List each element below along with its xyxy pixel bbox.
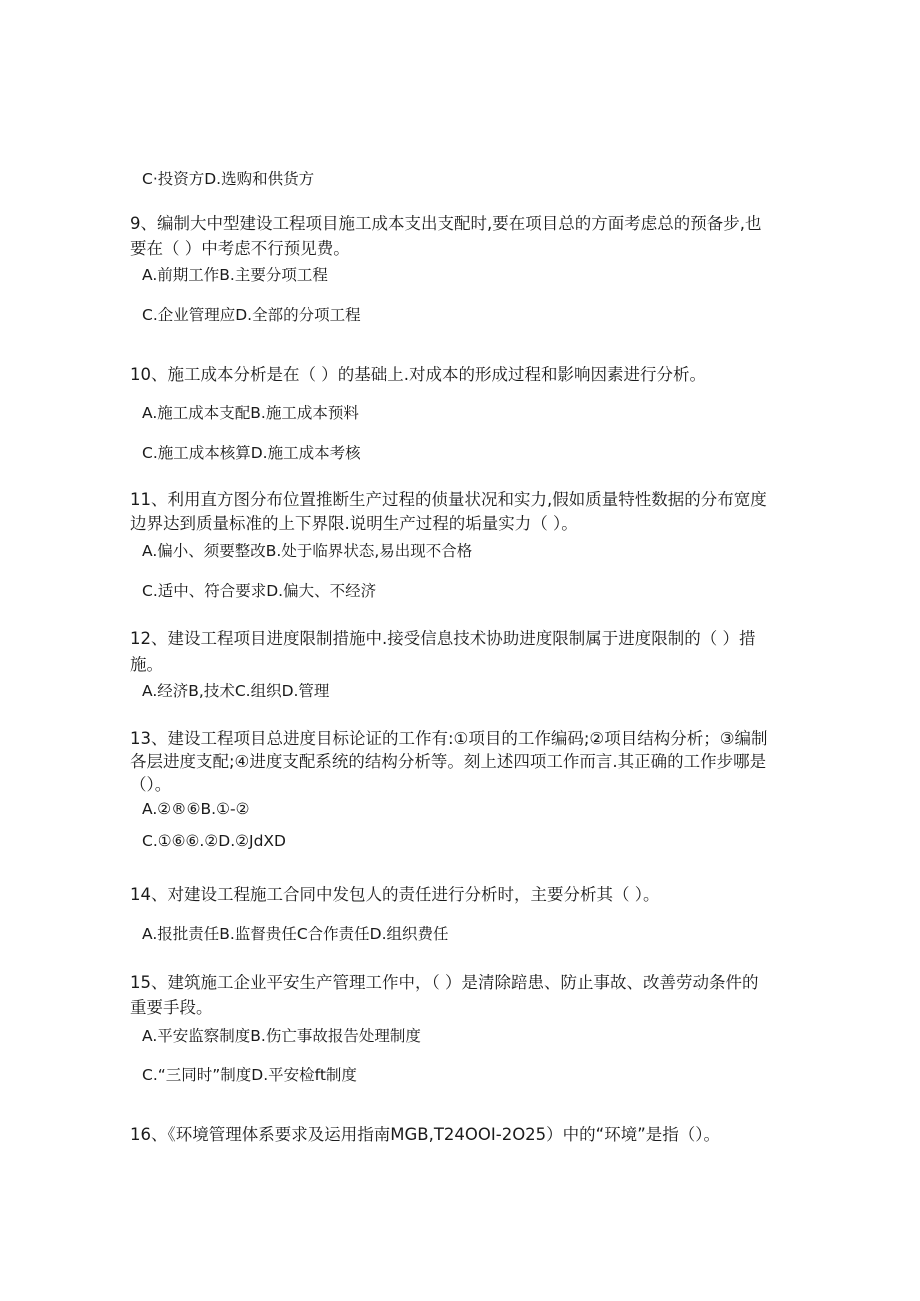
question-11-line-2: 边界达到质量标准的上下界限.说明生产过程的垢量实力（ ）。 bbox=[130, 514, 578, 533]
question-9-line-1: 9、编制大中型建设工程项目施工成本支出支配时,要在项目总的方面考虑总的预备步,也 bbox=[130, 214, 762, 233]
option-line-q9-ab: A.前期工作B.主要分项工程 bbox=[142, 266, 328, 284]
option-line-q10-cd: C.施工成本核算D.施工成本考核 bbox=[142, 444, 361, 462]
question-12-line-1: 12、建设工程项目进度限制措施中.接受信息技术协助进度限制属于进度限制的（ ）措 bbox=[130, 629, 756, 648]
question-13-line-3: （）。 bbox=[130, 775, 172, 794]
option-line-q13-cd: C.①⑥⑥.②D.②JdXD bbox=[142, 832, 286, 850]
option-line-q13-ab: A.②®⑥B.①-② bbox=[142, 800, 250, 818]
question-13-line-1: 13、建设工程项目总进度目标论证的工作有:①项目的工作编码;②项目结构分析；③编制 bbox=[130, 729, 768, 748]
option-line-q11-cd: C.适中、符合要求D.偏大、不经济 bbox=[142, 582, 377, 600]
option-line-q11-ab: A.偏小、须要整改B.处于临界状态,易出现不合格 bbox=[142, 542, 473, 560]
option-line-q10-ab: A.施工成本支配B.施工成本预料 bbox=[142, 404, 359, 422]
question-9-line-2: 要在（ ）中考虑不行预见费。 bbox=[130, 239, 350, 258]
option-line-q9-cd: C.企业管理应D.全部的分项工程 bbox=[142, 306, 361, 324]
question-13-line-2: 各层进度支配;④进度支配系统的结构分析等。刻上述四项工作而言.其正确的工作步哪是 bbox=[130, 752, 767, 771]
question-10-line-1: 10、施工成本分析是在（ ）的基础上.对成本的形成过程和影响因素进行分析。 bbox=[130, 365, 706, 384]
question-16-line-1: 16、《环境管理体系要求及运用指南MGB,T24OOI-2O25）中的“环境”是指（）。 bbox=[130, 1125, 721, 1144]
option-line-q8-cd: C·投资方D.选购和供货方 bbox=[142, 170, 315, 188]
question-14-line-1: 14、对建设工程施工合同中发包人的责任进行分析时，主要分析其（ ）。 bbox=[130, 885, 660, 904]
question-15-line-1: 15、建筑施工企业平安生产管理工作中，（ ）是清除踣患、防止事故、改善劳动条件的 bbox=[130, 973, 759, 992]
option-line-q12: A.经济B,技术C.组织D.管理 bbox=[142, 682, 330, 700]
option-line-q14: A.报批责任B.监督贵任C合作责任D.组织费任 bbox=[142, 925, 449, 943]
question-11-line-1: 11、利用直方图分布位置推断生产过程的侦量状况和实力,假如质量特性数据的分布宽度 bbox=[130, 490, 767, 509]
option-line-q15-ab: A.平安监察制度B.伤亡事故报告处理制度 bbox=[142, 1027, 421, 1045]
question-12-line-2: 施。 bbox=[130, 655, 163, 674]
question-15-line-2: 重要手段。 bbox=[130, 998, 213, 1017]
option-line-q15-cd: C.“三同时”制度D.平安检ft制度 bbox=[142, 1066, 357, 1084]
